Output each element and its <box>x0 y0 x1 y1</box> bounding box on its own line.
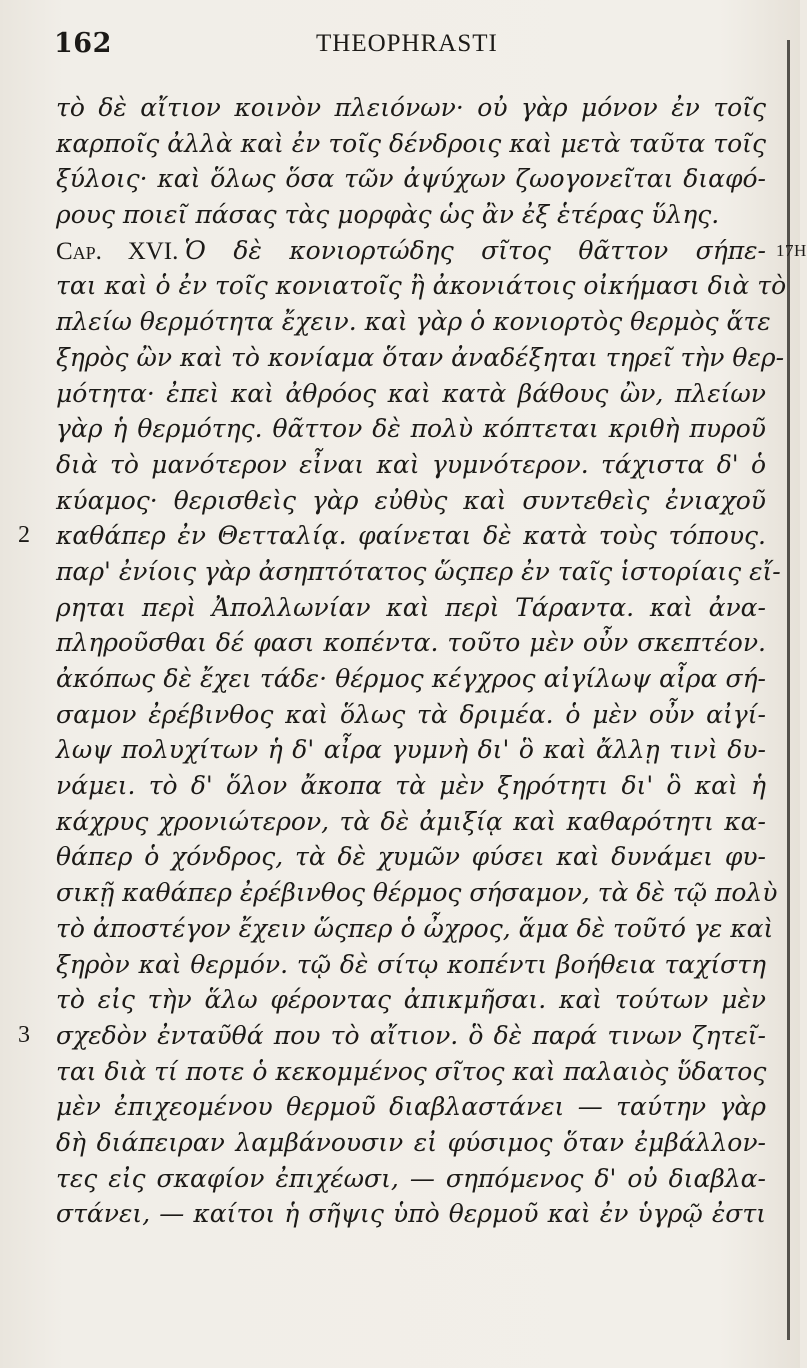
text-line: πληροῦσθαι δέ φασι κοπέντα. τοῦτο μὲν οὖν σκεπτέον. <box>56 628 766 658</box>
text-line: ται καὶ ὁ ἐν τοῖς κονιατοῖς ἢ ἀκονιάτοις οἰκήμασι διὰ τὸ <box>56 271 787 301</box>
text-line: λωψ πολυχίτων ἡ δ' αἶρα γυμνὴ δι' ὃ καὶ ἄλλῃ τινὶ δυ- <box>56 735 766 765</box>
text-line: ρους ποιεῖ πάσας τὰς μορφὰς ὡς ἂν ἐξ ἑτέρας ὕλης. <box>56 200 720 230</box>
body-text <box>18 90 807 1232</box>
text-line: θάπερ ὁ χόνδρος, τὰ δὲ χυμῶν φύσει καὶ δυνάμει φυ- <box>56 842 766 872</box>
text-line: νάμει. τὸ δ' ὅλον ἄκοπα τὰ μὲν ξηρότητι δι' ὃ καὶ ἡ <box>56 771 766 801</box>
text-line: τὸ εἰς τὴν ἅλω φέροντας ἀπικμῆσαι. καὶ τούτων μὲν <box>56 985 766 1015</box>
text-line: ξύλοις· καὶ ὅλως ὅσα τῶν ἀψύχων ζωογονεῖται διαφό- <box>56 164 766 194</box>
chapter-line <box>56 233 766 269</box>
running-head: THEOPHRASTI <box>316 30 498 57</box>
text-line: διὰ τὸ μανότερον εἶναι καὶ γυμνότερον. τάχιστα δ' ὁ <box>56 449 766 479</box>
text-line: παρ' ἐνίοις γὰρ ἀσηπτότατος ὥςπερ ἐν ταῖς ἱστορίαις εἴ- <box>56 556 781 586</box>
text-line: μὲν ἐπιχεομένου θερμοῦ διαβλαστάνει — ταύτην γὰρ <box>56 1092 766 1122</box>
text-line: κάχρυς χρονιώτερον, τὰ δὲ ἀμιξίᾳ καὶ καθαρότητι κα- <box>56 806 766 836</box>
section-2-line-wrap <box>18 518 766 554</box>
page-number: 162 <box>54 28 112 59</box>
text-line: σαμον ἐρέβινθος καὶ ὅλως τὰ δριμέα. ὁ μὲν οὖν αἰγί- <box>56 699 766 729</box>
text-line: στάνει, — καίτοι ἡ σῆψις ὑπὸ θερμοῦ καὶ ἐν ὑγρῷ ἐστι <box>56 1199 766 1229</box>
text-line: ἀκόπως δὲ ἔχει τάδε· θέρμος κέγχρος αἰγίλωψ αἶρα σή- <box>56 664 766 693</box>
text-line: πλείω θερμότητα ἔχειν. καὶ γὰρ ὁ κονιορτὸς θερμὸς ἅτε <box>56 307 771 337</box>
section-number: 2 <box>18 522 30 549</box>
text-line: καρποῖς ἀλλὰ καὶ ἐν τοῖς δένδροις καὶ μετὰ ταῦτα τοῖς <box>56 128 766 158</box>
text-line: ξηρὸς ὢν καὶ τὸ κονίαμα ὅταν ἀναδέξηται τηρεῖ τὴν θερ- <box>56 342 785 372</box>
text-line: καθάπερ ἐν Θετταλίᾳ. φαίνεται δὲ κατὰ τοὺς τόπους. <box>56 521 766 551</box>
text-line: τὸ ἀποστέγον ἔχειν ὥςπερ ὁ ὦχρος, ἅμα δὲ τοῦτό γε καὶ <box>56 913 774 943</box>
text-line: τὸ δὲ αἴτιον κοινὸν πλειόνων· οὐ γὰρ μόνον ἐν τοῖς <box>56 93 766 122</box>
text-line: τες εἰς σκαφίον ἐπιχέωσι, — σηπόμενος δ' οὐ διαβλα- <box>56 1163 766 1193</box>
chapter-line-wrap <box>56 233 807 269</box>
section-3-line-wrap <box>18 1018 766 1054</box>
text-line: Ὁ δὲ κονιορτώδης σῖτος θᾶττον σήπε- <box>184 235 767 265</box>
text-line: κύαμος· θερισθεὶς γὰρ εὐθὺς καὶ συντεθεὶς ἐνιαχοῦ <box>56 485 766 515</box>
page-header <box>0 28 800 68</box>
text-line: μότητα· ἐπεὶ καὶ ἀθρόος καὶ κατὰ βάθους ὢν, πλείων <box>56 378 766 408</box>
text-line: ρηται περὶ Ἀπολλωνίαν καὶ περὶ Τάραντα. καὶ ἀνα- <box>56 592 766 622</box>
margin-reference: 17H <box>776 240 807 260</box>
text-line: ξηρὸν καὶ θερμόν. τῷ δὲ σίτῳ κοπέντι βοήθεια ταχίστη <box>56 949 766 979</box>
text-line: σικῇ καθάπερ ἐρέβινθος θέρμος σήσαμον, τὰ δὲ τῷ πολὺ <box>56 878 778 908</box>
text-line: γὰρ ἡ θερμότης. θᾶττον δὲ πολὺ κόπτεται κριθὴ πυροῦ <box>56 414 766 444</box>
text-line: ται διὰ τί ποτε ὁ κεκομμένος σῖτος καὶ παλαιὸς ὕδατος <box>56 1056 767 1086</box>
section-number: 3 <box>18 1021 30 1048</box>
chapter-label: Cap. XVI. <box>56 237 179 265</box>
text-line: σχεδὸν ἐνταῦθά που τὸ αἴτιον. ὃ δὲ παρά τινων ζητεῖ- <box>56 1020 766 1050</box>
text-line: δὴ διάπειραν λαμβάνουσιν εἰ φύσιμος ὅταν ἐμβάλλον- <box>56 1127 766 1157</box>
